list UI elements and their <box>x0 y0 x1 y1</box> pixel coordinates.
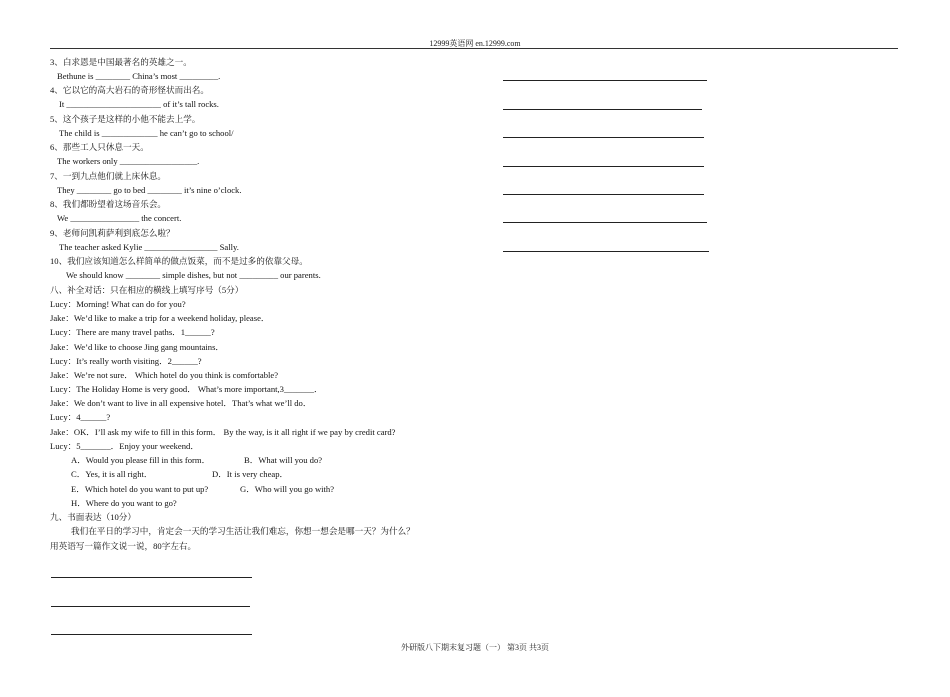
dialogue-line: Lucy：Morning! What can do for you? <box>50 299 186 309</box>
answer-line[interactable] <box>503 194 704 195</box>
answer-line[interactable] <box>503 251 709 252</box>
dialogue-line: Lucy：It’s really worth visiting．2______? <box>50 356 202 366</box>
answer-line[interactable] <box>503 109 702 110</box>
option-d: D．It is very cheap． <box>212 469 289 479</box>
option-h: H．Where do you want to go? <box>71 498 177 508</box>
item-7-english: They ________ go to bed ________ it’s nine o’clock. <box>57 185 242 195</box>
section-8-title: 八、补全对话：只在相应的横线上填写序号（5分） <box>50 285 244 295</box>
writing-line[interactable] <box>51 606 250 607</box>
item-3-english: Bethune is ________ China’s most _________. <box>57 71 221 81</box>
item-4-chinese: 4、它以它的高大岩石的奇形怪状而出名。 <box>50 85 209 95</box>
item-9-english: The teacher asked Kylie _________________ Sally. <box>59 242 239 252</box>
answer-line[interactable] <box>503 80 707 81</box>
answer-line[interactable] <box>503 137 704 138</box>
item-10-chinese: 10、我们应该知道怎么样简单的做点饭菜，而不是过多的依靠父母。 <box>50 256 308 266</box>
dialogue-line: Jake：We’d like to choose Jing gang mountains． <box>50 342 225 352</box>
answer-line[interactable] <box>503 166 704 167</box>
section-9-prompt-continued: 用英语写一篇作文说一说，80字左右。 <box>50 541 197 551</box>
item-9-chinese: 9、老师问凯莉萨利到底怎么啦？ <box>50 228 175 238</box>
item-6-english: The workers only __________________. <box>57 156 200 166</box>
dialogue-line: Jake：We don’t want to live in all expensive hotel．That’s what we’ll do． <box>50 398 312 408</box>
dialogue-line: Jake：We’re not sure． Which hotel do you think is comfortable? <box>50 370 279 380</box>
item-7-chinese: 7、一到九点他们就上床休息。 <box>50 171 167 181</box>
dialogue-line: Lucy：There are many travel paths．1______? <box>50 327 215 337</box>
item-10-english: We should know ________ simple dishes, but not _________ our parents. <box>66 270 321 280</box>
dialogue-line: Lucy：5_______．Enjoy your weekend． <box>50 441 199 451</box>
item-3-chinese: 3、白求恩是中国最著名的英雄之一。 <box>50 57 192 67</box>
item-6-chinese: 6、那些工人只休息一天。 <box>50 142 149 152</box>
section-9-prompt: 我们在平日的学习中，肯定会一天的学习生活让我们难忘，你想一想会是哪一天？为什么？ <box>71 526 415 536</box>
page-header: 12999英语网 en.12999.com <box>429 39 521 48</box>
option-c: C．Yes, it is all right． <box>71 469 153 479</box>
item-8-english: We ________________ the concert. <box>57 213 182 223</box>
writing-line[interactable] <box>51 577 252 578</box>
item-4-english: It ______________________ of it’s tall rocks. <box>59 99 219 109</box>
item-8-chinese: 8、我们都盼望着这场音乐会。 <box>50 199 167 209</box>
option-e: E．Which hotel do you want to put up? <box>71 484 209 494</box>
item-5-chinese: 5、这个孩子是这样的小他不能去上学。 <box>50 114 201 124</box>
option-b: B．What will you do? <box>244 455 323 465</box>
option-g: G．Who will you go with? <box>240 484 335 494</box>
writing-line[interactable] <box>51 634 252 635</box>
dialogue-line: Jake：We’d like to make a trip for a weekend holiday, please． <box>50 313 270 323</box>
page-footer: 外研版八下期末复习题（一） 第3页 共3页 <box>401 643 549 652</box>
dialogue-line: Lucy：The Holiday Home is very good． What’s more important,3_______． <box>50 384 323 394</box>
item-5-english: The child is _____________ he can’t go to school/ <box>59 128 234 138</box>
dialogue-line: Jake：OK．I’ll ask my wife to fill in this form． By the way, is it all right if we pay by credit card? <box>50 427 396 437</box>
header-divider <box>50 48 898 49</box>
section-9-title: 九、书面表达（10分） <box>50 512 136 522</box>
answer-line[interactable] <box>503 222 707 223</box>
option-a: A．Would you please fill in this form． <box>71 455 211 465</box>
dialogue-line: Lucy：4______? <box>50 412 111 422</box>
